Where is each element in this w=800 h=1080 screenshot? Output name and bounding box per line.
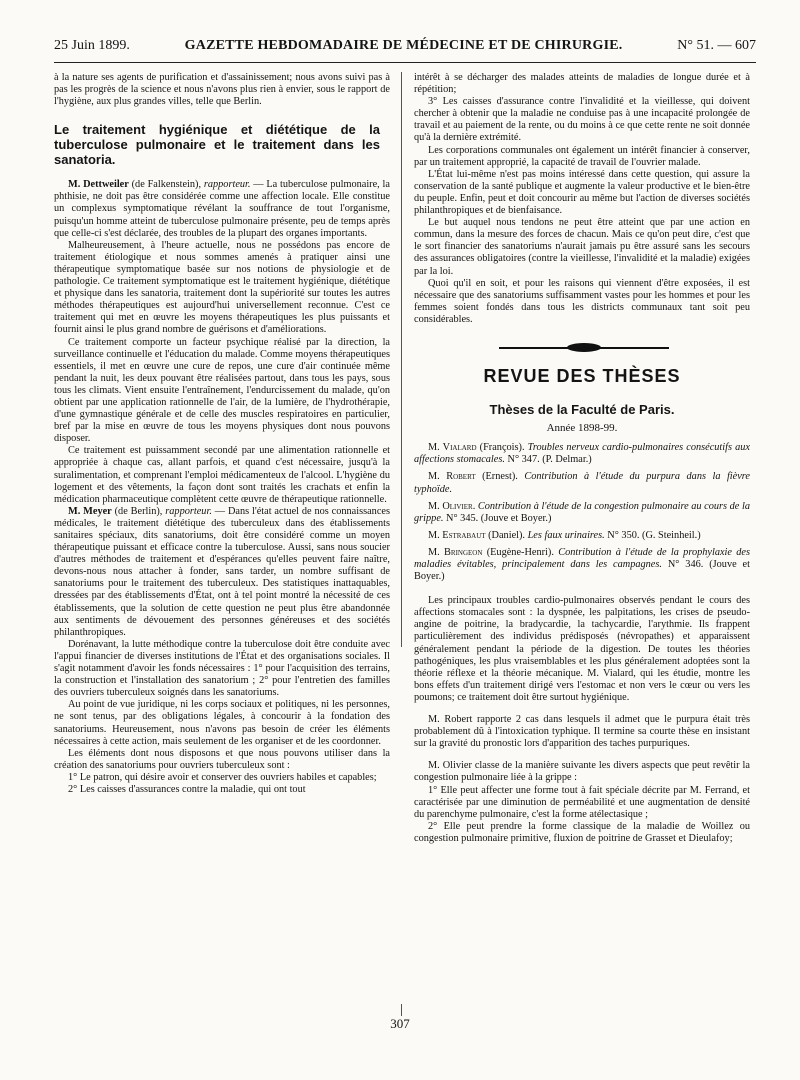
running-header xyxy=(54,38,756,58)
header-date: 25 Juin 1899. xyxy=(54,38,130,53)
thesis-entry: M. Bringeon (Eugène-Henri). Contribution à l'étude de la prophylaxie des maladies évitables, principalement dans les campagnes. N° 346. (Jouve et Boyer.) xyxy=(414,546,750,583)
paragraph: M. Meyer (de Berlin), rapporteur. — Dans l'état actuel de nos connaissances médicales, le traitement diététique des tuberculeux dans des établissements sanitaires spéciaux, dits sanatoriums, doit être considéré comme un moyen thérapeutique puissant et efficace contre la tuberculose. Aussi, sans nous soucier d'autres méthodes de traitement et d'espérances qu'elles peuvent faire naître, devons-nous nous attacher à fonder, sans tarder, un nombre suffisant de sanatoriums pour le traitement des tuberculeux. Des statistiques inattaquables, dressées par des établissements d'État, ont à tel point montré la nécessité de ces établissements, que la solution de cette question ne peut plus être abandonnée aux sentiments de dévouement des personnes généreuses et des sociétés philanthropiques. xyxy=(54,505,390,638)
paragraph: Les corporations communales ont également un intérêt financier à conserver, par un traitement approprié, la capacité de travail de l'ouvrier malade. xyxy=(414,144,750,168)
paragraph: Ce traitement est puissamment secondé par une alimentation rationnelle et appropriée à chaque cas, allant parfois, et quand c'est nécessaire, jusqu'à la suralimentation, et comprenant l'emploi médicamenteux de l'alcool. L'hygiène du logement et des vêtements, la façon dont sont traités les crachats et enfin la médication pharmaceutique complètent cette œuvre de thérapeutique rationnelle. xyxy=(54,445,390,505)
paragraph: Au point de vue juridique, ni les corps sociaux et politiques, ni les personnes, ne sont tenus, par des obligations légales, à concourir à la fondation des sanatoriums. Heureusement, nous n'avons pas besoin de créer les éléments nécessaires à cette action, mais seulement de les organiser et de les coordonner. xyxy=(54,699,390,747)
header-issue-number: N° 51. — 607 xyxy=(677,38,756,53)
theses-title: Thèses de la Faculté de Paris. xyxy=(489,402,675,418)
right-column xyxy=(414,72,750,845)
paragraph: Quoi qu'il en soit, et pour les raisons qui viennent d'être exposées, il est nécessaire que des sanatoriums suffisamment vastes pour les hommes et pour les femmes soient fondés dans tous les districts communaux tant soit peu considérables. xyxy=(414,277,750,325)
paragraph: Le but auquel nous tendons ne peut être atteint que par une action en commun, dans la mesure des forces de chacun. Mais ce qu'on peut dire, c'est que le sort financier des sanatoriums n'aurait jamais pu être assuré sans les secours des assurances obligatoires (contre la vieillesse, l'invalidité et la maladie) exigées par la loi. xyxy=(414,217,750,277)
paragraph: intérêt à se décharger des malades atteints de maladies de longue durée et à répétition; xyxy=(414,72,750,96)
thesis-entry: M. Robert (Ernest). Contribution à l'étude du purpura dans la fièvre typhoïde. xyxy=(414,471,751,495)
speaker-role: rapporteur. xyxy=(165,505,212,517)
speaker-name: M. Dettweiler xyxy=(68,179,129,191)
header-journal-title: GAZETTE HEBDOMADAIRE DE MÉDECINE ET DE CHIRURGIE. xyxy=(184,38,623,53)
paragraph: Les éléments dont nous disposons et que nous pouvons utiliser dans la création des sanatoriums pour ouvriers tuberculeux sont : xyxy=(54,747,390,771)
header-rule xyxy=(54,62,756,63)
revue-title: REVUE DES THÈSES xyxy=(483,365,681,386)
speaker-role: rapporteur. xyxy=(203,179,251,191)
paragraph: Ce traitement comporte un facteur psychique réalisé par la direction, la surveillance continuelle et l'éducation du malade. Comme moyens thérapeutiques essentiels, il met en œuvre une cure de repos, une cure d'air continuée même pendant la nuit, les deux pouvant être réalisées partout, dans tous les pays, sous tous les climats. Vient ensuite l'entraînement, l'endurcissement du malade, qu'on obtient par une application rationnelle de l'air, de la lumière, de l'hydrothérapie, d'une gymnastique générale et de celle des muscles respiratoires en particulier, bref par la mise en œuvre de tous les moyens physiques dont nous pouvons disposer. xyxy=(54,336,390,445)
section-title: Le traitement hygiénique et diététique de la tuberculose pulmonaire et le traitement dans les sanatoria. xyxy=(54,122,380,168)
page-number: 307 xyxy=(390,1016,410,1031)
speaker-name: M. Meyer xyxy=(68,505,112,517)
academic-year: Année 1898-99. xyxy=(546,422,618,435)
paragraph: 2° Elle peut prendre la forme classique de la maladie de Woillez ou congestion pulmonaire primitive, fluxion de poitrine de Grasset et Dieulafoy; xyxy=(414,820,750,844)
thesis-entry: M. Estrabaut (Daniel). Les faux urinaires. N° 350. (G. Steinheil.) xyxy=(428,529,701,541)
paragraph: Dorénavant, la lutte méthodique contre la tuberculose doit être conduite avec l'appui financier de diverses institutions de l'État et des organisations sociales. Il s'agit notamment d'avoir les fonds nécessaires : 1° pour l'acquisition des terrains, la construction et l'installation des sanatorium ; 2° pour l'entretien des familles des ouvriers tuberculeux soignés dans les sanatoriums. xyxy=(54,638,390,699)
paragraph: M. Robert rapporte 2 cas dans lesquels il admet que le purpura était très probablement dû à l'intoxication typhique. Il termine sa courte thèse en insistant sur la gravité du pronostic lors d'apparition des taches purpuriques. xyxy=(414,714,750,750)
paragraph: Les principaux troubles cardio-pulmonaires observés pendant le cours des affections stomacales sont : la dyspnée, les palpitations, les crises de pseudo-angine de poitrine, la bradycardie, la tachycardie, l'arythmie. Ils frappent particulièrement des individus prédisposés (névropathes) et apparaissent généralement pendant la période de la digestion. De toutes les théories pathogéniques, les plus vraisemblables et les plus généralement adoptées sont la théorie réflexe et la théorie mécanique. M. Vialard, qui les étudie, montre les bons effets d'un traitement dirigé vers l'estomac et non vers le cœur ou vers les poumons; ce traitement doit être surtout hygiénique. xyxy=(414,595,750,703)
paragraph: 3° Les caisses d'assurance contre l'invalidité et la vieillesse, qui doivent chercher à obtenir que la maladie ne conduise pas à une incapacité prolongée de travail et au paiement de la rente, ou du moins à ce que cette rente ne soit donnée qu'à la dernière extrémité. xyxy=(414,96,750,144)
paragraph: M. Dettweiler (de Falkenstein), rapporteur. — La tuberculose pulmonaire, la phthisie, ne doit pas être considérée comme une affection locale. Elle constitue un complexus symptomatique révélant la souffrance de tout l'organisme, puisqu'un homme atteint de tuberculose pulmonaire présente, peu de temps après que celle-ci s'est déclarée, des troubles de la plupart des organes importants. xyxy=(54,179,390,239)
thesis-entry: M. Olivier. Contribution à l'étude de la congestion pulmonaire au cours de la grippe. N° 345. (Jouve et Boyer.) xyxy=(414,500,750,524)
left-column xyxy=(54,72,390,796)
paragraph: à la nature ses agents de purification et d'assainissement; nous avons suivi pas à pas les progrès de la science et nous n'avons plus rien à envier, sous le rapport de l'hygiène, aux plus grandes villes, telle que Berlin. xyxy=(54,72,390,108)
paragraph: 2° Les caisses d'assurances contre la maladie, qui ont tout xyxy=(68,783,306,795)
column-divider xyxy=(401,72,402,647)
paragraph: L'État lui-même n'est pas moins intéressé dans cette question, qui assure la conservation de la santé publique et augmente la valeur productive et le bien-être du peuple. Enfin, peut et doit concourir au même but l'action de diverses sociétés philanthropiques et de bienfaisance. xyxy=(414,168,750,217)
paragraph: Malheureusement, à l'heure actuelle, nous ne possédons pas encore de traitement étiologique et nous sommes amenés à pratiquer ainsi une thérapeutique symptomatique basée sur nos notions de physiologie et de pathologie. Ce traitement symptomatique est le traitement hygiénique, diététique et physique dans les sanatoria, traitement dont la supériorité sur toutes les autres méthodes thérapeutiques est aujourd'hui universellement reconnue. C'est ce traitement qui met en œuvre les moyens thérapeutiques les plus puissants et fournit ainsi le plus grand nombre de guérisons et d'améliorations. xyxy=(54,239,390,336)
footer-divider xyxy=(401,1004,402,1016)
thesis-entry: M. Vialard (François). Troubles nerveux cardio-pulmonaires consécutifs aux affections stomacales. N° 347. (P. Delmar.) xyxy=(414,442,751,466)
divider-lozenge-icon xyxy=(567,343,601,352)
paragraph: M. Olivier classe de la manière suivante les divers aspects que peut revêtir la congestion pulmonaire liée à la grippe : xyxy=(414,760,750,784)
ornamental-divider xyxy=(414,338,750,358)
paragraph: 1° Le patron, qui désire avoir et conserver des ouvriers habiles et capables; xyxy=(68,771,377,783)
paragraph: 1° Elle peut affecter une forme tout à fait spéciale décrite par M. Ferrand, et caractérisée par une diminution de perméabilité et une augmentation de densité du parenchyme pulmonaire, c'est la forme atélectasique ; xyxy=(414,784,750,820)
